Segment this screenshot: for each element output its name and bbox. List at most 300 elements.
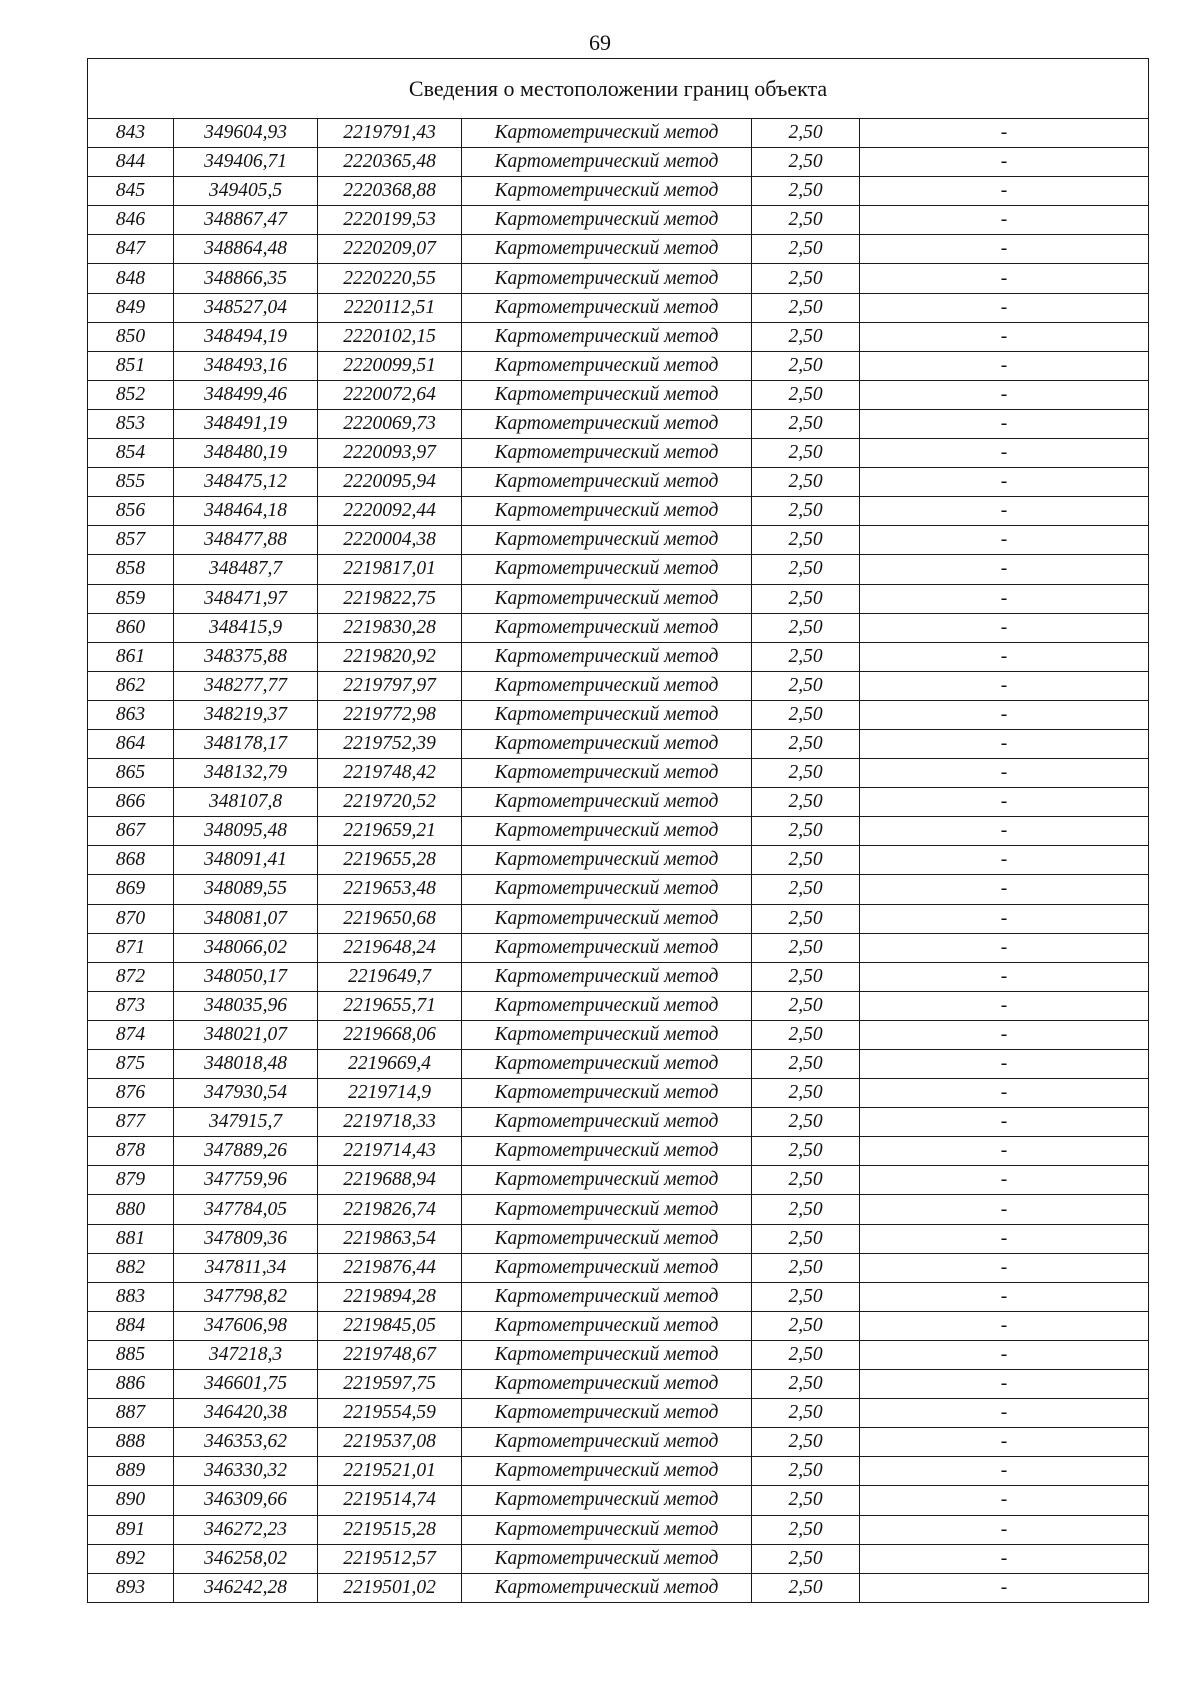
- coordinate-y: 2220072,64: [318, 380, 462, 409]
- point-number: 872: [88, 962, 174, 991]
- table-row: [88, 991, 1149, 1020]
- coordinate-y: 2219718,33: [318, 1108, 462, 1137]
- point-number: 852: [88, 380, 174, 409]
- determination-method: Картометрический метод: [462, 1020, 752, 1049]
- note-value: -: [860, 642, 1149, 671]
- point-number: 851: [88, 351, 174, 380]
- coordinate-x: 348375,88: [174, 642, 318, 671]
- determination-method: Картометрический метод: [462, 613, 752, 642]
- accuracy-value: 2,50: [752, 1515, 860, 1544]
- note-value: -: [860, 1486, 1149, 1515]
- table-row: [88, 439, 1149, 468]
- table-row: [88, 788, 1149, 817]
- coordinate-x: 348050,17: [174, 962, 318, 991]
- note-value: -: [860, 1399, 1149, 1428]
- note-value: -: [860, 991, 1149, 1020]
- accuracy-value: 2,50: [752, 584, 860, 613]
- point-number: 871: [88, 933, 174, 962]
- table-row: [88, 1311, 1149, 1340]
- point-number: 893: [88, 1573, 174, 1602]
- table-row: [88, 1370, 1149, 1399]
- coordinate-x: 348095,48: [174, 817, 318, 846]
- note-value: -: [860, 206, 1149, 235]
- note-value: -: [860, 817, 1149, 846]
- determination-method: Картометрический метод: [462, 322, 752, 351]
- accuracy-value: 2,50: [752, 1253, 860, 1282]
- coordinate-y: 2219597,75: [318, 1370, 462, 1399]
- coordinate-y: 2220092,44: [318, 497, 462, 526]
- coordinate-x: 348471,97: [174, 584, 318, 613]
- table-row: [88, 264, 1149, 293]
- point-number: 845: [88, 177, 174, 206]
- point-number: 884: [88, 1311, 174, 1340]
- determination-method: Картометрический метод: [462, 991, 752, 1020]
- coordinate-x: 348178,17: [174, 729, 318, 758]
- determination-method: Картометрический метод: [462, 962, 752, 991]
- coordinate-y: 2219501,02: [318, 1573, 462, 1602]
- determination-method: Картометрический метод: [462, 759, 752, 788]
- boundary-coordinates-table: [87, 58, 1149, 1603]
- note-value: -: [860, 1515, 1149, 1544]
- determination-method: Картометрический метод: [462, 1079, 752, 1108]
- note-value: -: [860, 933, 1149, 962]
- coordinate-y: 2220209,07: [318, 235, 462, 264]
- point-number: 867: [88, 817, 174, 846]
- coordinate-y: 2219515,28: [318, 1515, 462, 1544]
- table-row: [88, 642, 1149, 671]
- coordinate-y: 2219826,74: [318, 1195, 462, 1224]
- accuracy-value: 2,50: [752, 1020, 860, 1049]
- coordinate-y: 2219876,44: [318, 1253, 462, 1282]
- determination-method: Картометрический метод: [462, 1108, 752, 1137]
- coordinate-y: 2220112,51: [318, 293, 462, 322]
- determination-method: Картометрический метод: [462, 1457, 752, 1486]
- coordinate-x: 348464,18: [174, 497, 318, 526]
- coordinate-y: 2219714,9: [318, 1079, 462, 1108]
- point-number: 878: [88, 1137, 174, 1166]
- accuracy-value: 2,50: [752, 1457, 860, 1486]
- accuracy-value: 2,50: [752, 1340, 860, 1369]
- determination-method: Картометрический метод: [462, 788, 752, 817]
- coordinate-x: 348277,77: [174, 671, 318, 700]
- coordinate-x: 348499,46: [174, 380, 318, 409]
- determination-method: Картометрический метод: [462, 1166, 752, 1195]
- coordinate-y: 2219797,97: [318, 671, 462, 700]
- coordinate-y: 2220102,15: [318, 322, 462, 351]
- point-number: 854: [88, 439, 174, 468]
- accuracy-value: 2,50: [752, 264, 860, 293]
- coordinate-x: 348527,04: [174, 293, 318, 322]
- note-value: -: [860, 322, 1149, 351]
- point-number: 864: [88, 729, 174, 758]
- table-row: [88, 1544, 1149, 1573]
- table-body: [88, 119, 1149, 1603]
- determination-method: Картометрический метод: [462, 1544, 752, 1573]
- determination-method: Картометрический метод: [462, 1573, 752, 1602]
- coordinate-x: 348487,7: [174, 555, 318, 584]
- determination-method: Картометрический метод: [462, 235, 752, 264]
- point-number: 869: [88, 875, 174, 904]
- accuracy-value: 2,50: [752, 409, 860, 438]
- table-row: [88, 1486, 1149, 1515]
- table-row: [88, 380, 1149, 409]
- note-value: -: [860, 1020, 1149, 1049]
- point-number: 873: [88, 991, 174, 1020]
- coordinate-y: 2219748,42: [318, 759, 462, 788]
- coordinate-x: 349405,5: [174, 177, 318, 206]
- table-row: [88, 1573, 1149, 1602]
- note-value: -: [860, 1079, 1149, 1108]
- coordinate-y: 2219655,71: [318, 991, 462, 1020]
- table-row: [88, 1340, 1149, 1369]
- accuracy-value: 2,50: [752, 1282, 860, 1311]
- note-value: -: [860, 1544, 1149, 1573]
- coordinate-y: 2219822,75: [318, 584, 462, 613]
- coordinate-x: 346601,75: [174, 1370, 318, 1399]
- note-value: -: [860, 1195, 1149, 1224]
- accuracy-value: 2,50: [752, 671, 860, 700]
- note-value: -: [860, 1457, 1149, 1486]
- table-row: [88, 584, 1149, 613]
- coordinate-x: 346309,66: [174, 1486, 318, 1515]
- determination-method: Картометрический метод: [462, 729, 752, 758]
- determination-method: Картометрический метод: [462, 875, 752, 904]
- table-row: [88, 759, 1149, 788]
- coordinate-y: 2219512,57: [318, 1544, 462, 1573]
- determination-method: Картометрический метод: [462, 380, 752, 409]
- coordinate-x: 346258,02: [174, 1544, 318, 1573]
- point-number: 850: [88, 322, 174, 351]
- accuracy-value: 2,50: [752, 1108, 860, 1137]
- accuracy-value: 2,50: [752, 177, 860, 206]
- note-value: -: [860, 1282, 1149, 1311]
- coordinate-y: 2219655,28: [318, 846, 462, 875]
- accuracy-value: 2,50: [752, 962, 860, 991]
- point-number: 877: [88, 1108, 174, 1137]
- table-row: [88, 351, 1149, 380]
- point-number: 849: [88, 293, 174, 322]
- point-number: 862: [88, 671, 174, 700]
- note-value: -: [860, 613, 1149, 642]
- point-number: 863: [88, 700, 174, 729]
- point-number: 860: [88, 613, 174, 642]
- note-value: -: [860, 119, 1149, 148]
- table-row: [88, 1253, 1149, 1282]
- table-row: [88, 1457, 1149, 1486]
- table-title-row: [88, 59, 1149, 119]
- note-value: -: [860, 671, 1149, 700]
- determination-method: Картометрический метод: [462, 439, 752, 468]
- coordinate-y: 2219820,92: [318, 642, 462, 671]
- coordinate-y: 2220368,88: [318, 177, 462, 206]
- determination-method: Картометрический метод: [462, 700, 752, 729]
- coordinate-y: 2219514,74: [318, 1486, 462, 1515]
- coordinate-x: 348866,35: [174, 264, 318, 293]
- point-number: 865: [88, 759, 174, 788]
- coordinate-x: 347759,96: [174, 1166, 318, 1195]
- note-value: -: [860, 497, 1149, 526]
- note-value: -: [860, 439, 1149, 468]
- coordinate-x: 348107,8: [174, 788, 318, 817]
- coordinate-y: 2220069,73: [318, 409, 462, 438]
- table-row: [88, 1166, 1149, 1195]
- note-value: -: [860, 1340, 1149, 1369]
- table-row: [88, 1515, 1149, 1544]
- coordinate-y: 2220093,97: [318, 439, 462, 468]
- coordinate-y: 2219668,06: [318, 1020, 462, 1049]
- accuracy-value: 2,50: [752, 1486, 860, 1515]
- accuracy-value: 2,50: [752, 991, 860, 1020]
- note-value: -: [860, 235, 1149, 264]
- table-row: [88, 1050, 1149, 1079]
- point-number: 888: [88, 1428, 174, 1457]
- determination-method: Картометрический метод: [462, 555, 752, 584]
- point-number: 847: [88, 235, 174, 264]
- coordinate-y: 2219688,94: [318, 1166, 462, 1195]
- accuracy-value: 2,50: [752, 526, 860, 555]
- point-number: 853: [88, 409, 174, 438]
- determination-method: Картометрический метод: [462, 119, 752, 148]
- table-row: [88, 700, 1149, 729]
- determination-method: Картометрический метод: [462, 293, 752, 322]
- note-value: -: [860, 264, 1149, 293]
- coordinate-x: 348091,41: [174, 846, 318, 875]
- coordinate-y: 2219537,08: [318, 1428, 462, 1457]
- accuracy-value: 2,50: [752, 904, 860, 933]
- point-number: 846: [88, 206, 174, 235]
- determination-method: Картометрический метод: [462, 1050, 752, 1079]
- coordinate-x: 346420,38: [174, 1399, 318, 1428]
- accuracy-value: 2,50: [752, 700, 860, 729]
- note-value: -: [860, 380, 1149, 409]
- determination-method: Картометрический метод: [462, 264, 752, 293]
- coordinate-x: 348219,37: [174, 700, 318, 729]
- table-row: [88, 293, 1149, 322]
- accuracy-value: 2,50: [752, 1050, 860, 1079]
- point-number: 874: [88, 1020, 174, 1049]
- note-value: -: [860, 1137, 1149, 1166]
- coordinate-y: 2219830,28: [318, 613, 462, 642]
- note-value: -: [860, 1428, 1149, 1457]
- table-row: [88, 1224, 1149, 1253]
- determination-method: Картометрический метод: [462, 1486, 752, 1515]
- note-value: -: [860, 1050, 1149, 1079]
- coordinate-y: 2219521,01: [318, 1457, 462, 1486]
- accuracy-value: 2,50: [752, 1428, 860, 1457]
- coordinate-x: 347930,54: [174, 1079, 318, 1108]
- determination-method: Картометрический метод: [462, 351, 752, 380]
- point-number: 885: [88, 1340, 174, 1369]
- accuracy-value: 2,50: [752, 119, 860, 148]
- table-row: [88, 235, 1149, 264]
- accuracy-value: 2,50: [752, 206, 860, 235]
- coordinate-x: 348035,96: [174, 991, 318, 1020]
- point-number: 876: [88, 1079, 174, 1108]
- note-value: -: [860, 468, 1149, 497]
- table-row: [88, 1195, 1149, 1224]
- point-number: 857: [88, 526, 174, 555]
- coordinate-x: 348480,19: [174, 439, 318, 468]
- coordinate-y: 2220365,48: [318, 148, 462, 177]
- table-row: [88, 177, 1149, 206]
- determination-method: Картометрический метод: [462, 933, 752, 962]
- coordinate-x: 347606,98: [174, 1311, 318, 1340]
- determination-method: Картометрический метод: [462, 1282, 752, 1311]
- coordinate-y: 2220220,55: [318, 264, 462, 293]
- coordinate-x: 348864,48: [174, 235, 318, 264]
- point-number: 875: [88, 1050, 174, 1079]
- accuracy-value: 2,50: [752, 1370, 860, 1399]
- coordinate-y: 2219748,67: [318, 1340, 462, 1369]
- determination-method: Картометрический метод: [462, 1253, 752, 1282]
- accuracy-value: 2,50: [752, 875, 860, 904]
- coordinate-x: 348867,47: [174, 206, 318, 235]
- table-row: [88, 1428, 1149, 1457]
- coordinate-x: 347809,36: [174, 1224, 318, 1253]
- point-number: 861: [88, 642, 174, 671]
- table-row: [88, 148, 1149, 177]
- accuracy-value: 2,50: [752, 380, 860, 409]
- table-row: [88, 846, 1149, 875]
- coordinate-x: 348132,79: [174, 759, 318, 788]
- table-title: Сведения о местоположении границ объекта: [88, 59, 1149, 119]
- table-row: [88, 671, 1149, 700]
- coordinate-y: 2219669,4: [318, 1050, 462, 1079]
- point-number: 843: [88, 119, 174, 148]
- coordinate-x: 348081,07: [174, 904, 318, 933]
- note-value: -: [860, 351, 1149, 380]
- determination-method: Картометрический метод: [462, 584, 752, 613]
- accuracy-value: 2,50: [752, 729, 860, 758]
- point-number: 883: [88, 1282, 174, 1311]
- accuracy-value: 2,50: [752, 148, 860, 177]
- note-value: -: [860, 846, 1149, 875]
- point-number: 859: [88, 584, 174, 613]
- point-number: 887: [88, 1399, 174, 1428]
- determination-method: Картометрический метод: [462, 1515, 752, 1544]
- table-row: [88, 933, 1149, 962]
- point-number: 855: [88, 468, 174, 497]
- note-value: -: [860, 962, 1149, 991]
- point-number: 844: [88, 148, 174, 177]
- point-number: 866: [88, 788, 174, 817]
- accuracy-value: 2,50: [752, 846, 860, 875]
- table-row: [88, 875, 1149, 904]
- determination-method: Картометрический метод: [462, 1137, 752, 1166]
- point-number: 856: [88, 497, 174, 526]
- table-row: [88, 817, 1149, 846]
- coordinate-x: 348066,02: [174, 933, 318, 962]
- note-value: -: [860, 1108, 1149, 1137]
- determination-method: Картометрический метод: [462, 1311, 752, 1340]
- coordinate-x: 347218,3: [174, 1340, 318, 1369]
- accuracy-value: 2,50: [752, 1195, 860, 1224]
- table-row: [88, 322, 1149, 351]
- point-number: 880: [88, 1195, 174, 1224]
- note-value: -: [860, 409, 1149, 438]
- coordinate-y: 2219554,59: [318, 1399, 462, 1428]
- determination-method: Картометрический метод: [462, 497, 752, 526]
- accuracy-value: 2,50: [752, 293, 860, 322]
- table-row: [88, 1282, 1149, 1311]
- table-row: [88, 526, 1149, 555]
- coordinate-x: 348477,88: [174, 526, 318, 555]
- point-number: 881: [88, 1224, 174, 1253]
- accuracy-value: 2,50: [752, 497, 860, 526]
- accuracy-value: 2,50: [752, 1137, 860, 1166]
- coordinate-x: 347811,34: [174, 1253, 318, 1282]
- note-value: -: [860, 904, 1149, 933]
- point-number: 870: [88, 904, 174, 933]
- note-value: -: [860, 700, 1149, 729]
- note-value: -: [860, 293, 1149, 322]
- accuracy-value: 2,50: [752, 788, 860, 817]
- determination-method: Картометрический метод: [462, 177, 752, 206]
- accuracy-value: 2,50: [752, 1573, 860, 1602]
- determination-method: Картометрический метод: [462, 526, 752, 555]
- accuracy-value: 2,50: [752, 468, 860, 497]
- determination-method: Картометрический метод: [462, 206, 752, 235]
- point-number: 848: [88, 264, 174, 293]
- coordinate-x: 348494,19: [174, 322, 318, 351]
- coordinate-y: 2219772,98: [318, 700, 462, 729]
- determination-method: Картометрический метод: [462, 1399, 752, 1428]
- point-number: 886: [88, 1370, 174, 1399]
- table-row: [88, 555, 1149, 584]
- coordinate-y: 2219714,43: [318, 1137, 462, 1166]
- note-value: -: [860, 584, 1149, 613]
- coordinate-y: 2219817,01: [318, 555, 462, 584]
- accuracy-value: 2,50: [752, 235, 860, 264]
- accuracy-value: 2,50: [752, 1311, 860, 1340]
- coordinate-x: 348491,19: [174, 409, 318, 438]
- coordinate-x: 346272,23: [174, 1515, 318, 1544]
- coordinate-y: 2219863,54: [318, 1224, 462, 1253]
- coordinate-y: 2219752,39: [318, 729, 462, 758]
- point-number: 892: [88, 1544, 174, 1573]
- coordinate-x: 349406,71: [174, 148, 318, 177]
- determination-method: Картометрический метод: [462, 642, 752, 671]
- coordinate-x: 346353,62: [174, 1428, 318, 1457]
- table-row: [88, 962, 1149, 991]
- coordinate-y: 2220199,53: [318, 206, 462, 235]
- accuracy-value: 2,50: [752, 555, 860, 584]
- point-number: 879: [88, 1166, 174, 1195]
- coordinate-y: 2219894,28: [318, 1282, 462, 1311]
- coordinate-y: 2220004,38: [318, 526, 462, 555]
- coordinate-y: 2219653,48: [318, 875, 462, 904]
- note-value: -: [860, 729, 1149, 758]
- accuracy-value: 2,50: [752, 642, 860, 671]
- table-row: [88, 409, 1149, 438]
- coordinate-x: 347889,26: [174, 1137, 318, 1166]
- note-value: -: [860, 526, 1149, 555]
- coordinate-x: 347784,05: [174, 1195, 318, 1224]
- coordinate-x: 348475,12: [174, 468, 318, 497]
- accuracy-value: 2,50: [752, 351, 860, 380]
- accuracy-value: 2,50: [752, 1224, 860, 1253]
- determination-method: Картометрический метод: [462, 1428, 752, 1457]
- table-row: [88, 1079, 1149, 1108]
- note-value: -: [860, 759, 1149, 788]
- coordinate-y: 2219650,68: [318, 904, 462, 933]
- accuracy-value: 2,50: [752, 759, 860, 788]
- note-value: -: [860, 1573, 1149, 1602]
- note-value: -: [860, 1166, 1149, 1195]
- point-number: 882: [88, 1253, 174, 1282]
- page-number: 69: [589, 30, 611, 55]
- table-row: [88, 1399, 1149, 1428]
